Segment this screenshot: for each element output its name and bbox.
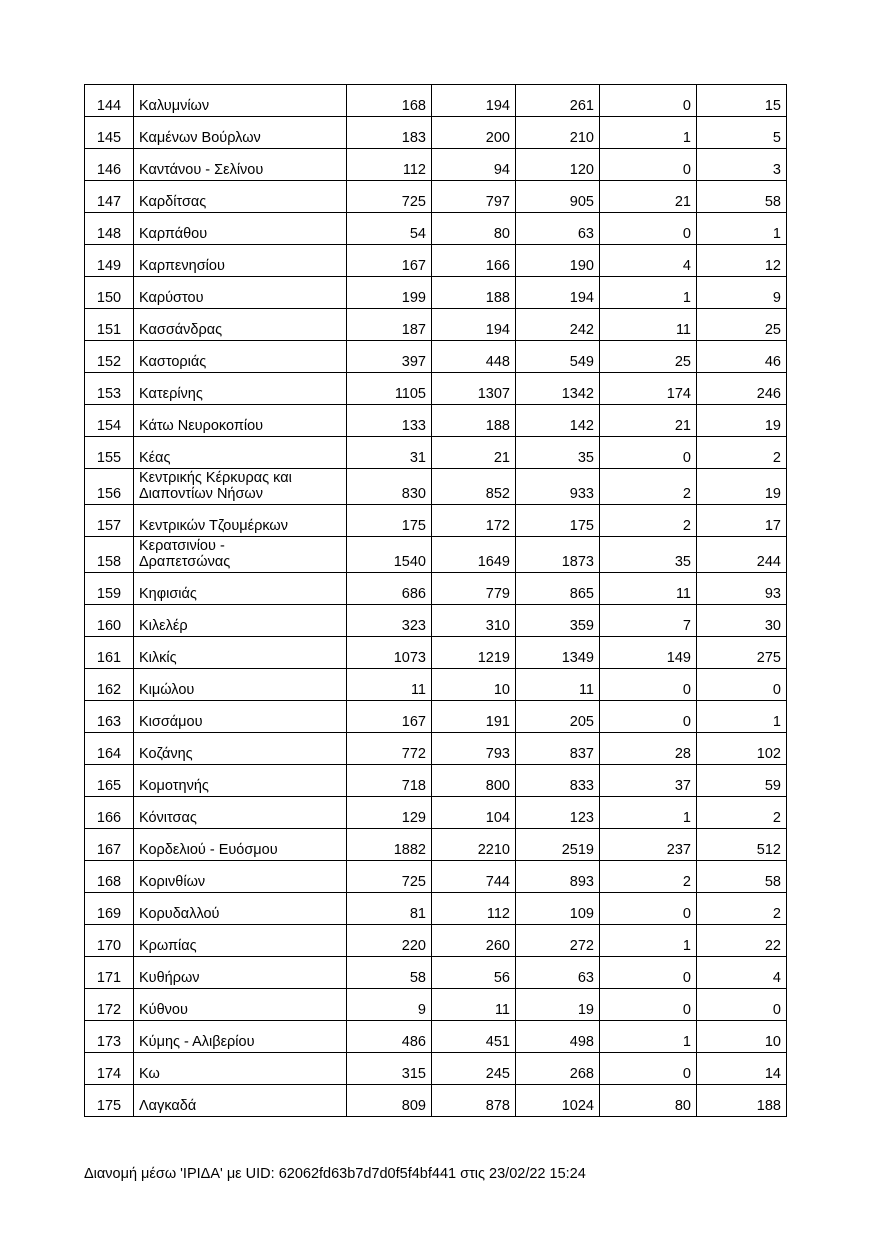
municipality-name: Κασσάνδρας: [139, 322, 223, 338]
row-number-cell: 167: [85, 829, 134, 861]
row-number-cell: 163: [85, 701, 134, 733]
municipality-name-cell: [134, 1021, 347, 1053]
value-cell-col2: 56: [432, 957, 516, 989]
value-cell-col1: 168: [347, 85, 432, 117]
row-number-cell: 171: [85, 957, 134, 989]
value-cell-col1: 167: [347, 245, 432, 277]
table-row: [85, 181, 787, 213]
table-body: [85, 85, 787, 1117]
value-cell-col1: 323: [347, 605, 432, 637]
value-cell-col2: 166: [432, 245, 516, 277]
value-cell-col2: 188: [432, 277, 516, 309]
value-cell-col4: 1: [600, 117, 697, 149]
value-cell-col1: 725: [347, 181, 432, 213]
table-row: [85, 669, 787, 701]
value-cell-col1: 1540: [347, 537, 432, 573]
value-cell-col3: 272: [516, 925, 600, 957]
value-cell-col3: 837: [516, 733, 600, 765]
value-cell-col4: 37: [600, 765, 697, 797]
row-number-cell: 170: [85, 925, 134, 957]
value-cell-col5: 1: [697, 213, 787, 245]
row-number-cell: 174: [85, 1053, 134, 1085]
value-cell-col4: 149: [600, 637, 697, 669]
value-cell-col5: 0: [697, 989, 787, 1021]
value-cell-col4: 0: [600, 989, 697, 1021]
municipality-name: Κορδελιού - Ευόσμου: [139, 842, 278, 858]
value-cell-col3: 833: [516, 765, 600, 797]
value-cell-col2: 245: [432, 1053, 516, 1085]
row-number-cell: 168: [85, 861, 134, 893]
municipality-name-cell: [134, 797, 347, 829]
value-cell-col3: 35: [516, 437, 600, 469]
municipality-name: Κιλελέρ: [139, 618, 188, 634]
table-row: [85, 373, 787, 405]
value-cell-col3: 194: [516, 277, 600, 309]
value-cell-col1: 54: [347, 213, 432, 245]
value-cell-col2: 112: [432, 893, 516, 925]
value-cell-col5: 22: [697, 925, 787, 957]
municipality-name-line1: Κερατσινίου -: [139, 538, 225, 554]
row-number-cell: 157: [85, 505, 134, 537]
row-number-cell: 160: [85, 605, 134, 637]
value-cell-col2: 793: [432, 733, 516, 765]
value-cell-col4: 21: [600, 181, 697, 213]
value-cell-col4: 0: [600, 893, 697, 925]
value-cell-col3: 549: [516, 341, 600, 373]
municipality-name-cell: [134, 925, 347, 957]
value-cell-col5: 5: [697, 117, 787, 149]
value-cell-col4: 2: [600, 861, 697, 893]
value-cell-col5: 10: [697, 1021, 787, 1053]
value-cell-col4: 11: [600, 573, 697, 605]
value-cell-col3: 142: [516, 405, 600, 437]
value-cell-col5: 25: [697, 309, 787, 341]
value-cell-col2: 200: [432, 117, 516, 149]
value-cell-col1: 1882: [347, 829, 432, 861]
value-cell-col3: 175: [516, 505, 600, 537]
value-cell-col5: 2: [697, 893, 787, 925]
table-row: [85, 537, 787, 573]
value-cell-col3: 498: [516, 1021, 600, 1053]
municipality-name-cell: [134, 85, 347, 117]
table-row: [85, 957, 787, 989]
municipality-name-cell: [134, 573, 347, 605]
table-row: [85, 637, 787, 669]
table-row: [85, 829, 787, 861]
municipality-name: Κεντρικών Τζουμέρκων: [139, 518, 288, 534]
value-cell-col5: 4: [697, 957, 787, 989]
table-row: [85, 277, 787, 309]
municipality-name: Κισσάμου: [139, 714, 203, 730]
row-number-cell: 159: [85, 573, 134, 605]
municipality-name-cell: [134, 117, 347, 149]
municipality-name: Κορυδαλλού: [139, 906, 220, 922]
row-number-cell: 173: [85, 1021, 134, 1053]
table-row: [85, 85, 787, 117]
municipality-name-cell: [134, 341, 347, 373]
municipality-name: Κω: [139, 1066, 160, 1082]
value-cell-col3: 63: [516, 957, 600, 989]
municipality-name: Κρωπίας: [139, 938, 197, 954]
value-cell-col2: 104: [432, 797, 516, 829]
value-cell-col5: 275: [697, 637, 787, 669]
value-cell-col3: 19: [516, 989, 600, 1021]
table-row: [85, 149, 787, 181]
value-cell-col1: 718: [347, 765, 432, 797]
value-cell-col3: 268: [516, 1053, 600, 1085]
municipality-name: Καρπενησίου: [139, 258, 225, 274]
value-cell-col5: 14: [697, 1053, 787, 1085]
table-row: [85, 309, 787, 341]
municipality-name: Καρπάθου: [139, 226, 208, 242]
value-cell-col4: 0: [600, 669, 697, 701]
value-cell-col4: 80: [600, 1085, 697, 1117]
municipality-name-line2: Δραπετσώνας: [139, 554, 231, 570]
municipality-name-cell: [134, 309, 347, 341]
municipality-name-cell: [134, 505, 347, 537]
value-cell-col3: 893: [516, 861, 600, 893]
value-cell-col2: 188: [432, 405, 516, 437]
value-cell-col2: 80: [432, 213, 516, 245]
municipality-name-cell: [134, 637, 347, 669]
value-cell-col5: 93: [697, 573, 787, 605]
value-cell-col2: 94: [432, 149, 516, 181]
row-number-cell: 158: [85, 537, 134, 573]
value-cell-col1: 725: [347, 861, 432, 893]
value-cell-col3: 11: [516, 669, 600, 701]
row-number-cell: 165: [85, 765, 134, 797]
value-cell-col1: 772: [347, 733, 432, 765]
municipality-name-cell: [134, 1085, 347, 1117]
municipality-name-cell: [134, 405, 347, 437]
value-cell-col5: 30: [697, 605, 787, 637]
value-cell-col5: 3: [697, 149, 787, 181]
table-row: [85, 701, 787, 733]
row-number-cell: 166: [85, 797, 134, 829]
value-cell-col5: 102: [697, 733, 787, 765]
value-cell-col5: 1: [697, 701, 787, 733]
row-number-cell: 175: [85, 1085, 134, 1117]
municipality-name-cell: [134, 701, 347, 733]
row-number-cell: 145: [85, 117, 134, 149]
value-cell-col5: 512: [697, 829, 787, 861]
value-cell-col1: 830: [347, 469, 432, 505]
value-cell-col1: 133: [347, 405, 432, 437]
value-cell-col4: 1: [600, 1021, 697, 1053]
municipality-name-cell: [134, 437, 347, 469]
value-cell-col2: 852: [432, 469, 516, 505]
value-cell-col5: 19: [697, 469, 787, 505]
table-row: [85, 437, 787, 469]
table-row: [85, 505, 787, 537]
value-cell-col3: 190: [516, 245, 600, 277]
value-cell-col1: 220: [347, 925, 432, 957]
municipality-name: Καλυμνίων: [139, 98, 210, 114]
value-cell-col2: 191: [432, 701, 516, 733]
value-cell-col5: 188: [697, 1085, 787, 1117]
value-cell-col3: 1342: [516, 373, 600, 405]
row-number-cell: 155: [85, 437, 134, 469]
row-number-cell: 151: [85, 309, 134, 341]
municipality-name: Καντάνου - Σελίνου: [139, 162, 264, 178]
value-cell-col3: 205: [516, 701, 600, 733]
municipality-name: Κηφισιάς: [139, 586, 197, 602]
row-number-cell: 144: [85, 85, 134, 117]
row-number-cell: 146: [85, 149, 134, 181]
value-cell-col3: 63: [516, 213, 600, 245]
municipality-name: Κέας: [139, 450, 171, 466]
municipality-name-line2: Διαποντίων Νήσων: [139, 486, 264, 502]
value-cell-col4: 1: [600, 277, 697, 309]
value-cell-col5: 246: [697, 373, 787, 405]
value-cell-col4: 4: [600, 245, 697, 277]
municipality-name: Καμένων Βούρλων: [139, 130, 261, 146]
value-cell-col1: 809: [347, 1085, 432, 1117]
table-row: [85, 573, 787, 605]
value-cell-col5: 58: [697, 861, 787, 893]
distribution-footer: Διανομή μέσω 'ΙΡΙΔΑ' με UID: 62062fd63b7d7d0f5f4bf441 στις 23/02/22 15:24: [84, 1166, 586, 1182]
municipality-name: Κιλκίς: [139, 650, 177, 666]
municipality-name-cell: [134, 989, 347, 1021]
row-number-cell: 148: [85, 213, 134, 245]
row-number-cell: 164: [85, 733, 134, 765]
value-cell-col3: 109: [516, 893, 600, 925]
municipality-name: Κύθνου: [139, 1002, 188, 1018]
table-row: [85, 469, 787, 505]
value-cell-col1: 1073: [347, 637, 432, 669]
value-cell-col5: 244: [697, 537, 787, 573]
municipality-name-cell: [134, 733, 347, 765]
value-cell-col2: 2210: [432, 829, 516, 861]
value-cell-col1: 1105: [347, 373, 432, 405]
municipality-name: Κορινθίων: [139, 874, 206, 890]
value-cell-col1: 315: [347, 1053, 432, 1085]
value-cell-col4: 0: [600, 701, 697, 733]
value-cell-col3: 261: [516, 85, 600, 117]
table-row: [85, 765, 787, 797]
value-cell-col3: 1873: [516, 537, 600, 573]
municipality-name-cell: [134, 181, 347, 213]
value-cell-col5: 15: [697, 85, 787, 117]
row-number-cell: 169: [85, 893, 134, 925]
value-cell-col1: 486: [347, 1021, 432, 1053]
value-cell-col4: 0: [600, 213, 697, 245]
value-cell-col2: 797: [432, 181, 516, 213]
municipality-name: Κάτω Νευροκοπίου: [139, 418, 264, 434]
table-row: [85, 861, 787, 893]
value-cell-col2: 310: [432, 605, 516, 637]
value-cell-col2: 779: [432, 573, 516, 605]
row-number-cell: 172: [85, 989, 134, 1021]
table-row: [85, 213, 787, 245]
table-row: [85, 341, 787, 373]
value-cell-col3: 210: [516, 117, 600, 149]
value-cell-col5: 2: [697, 797, 787, 829]
value-cell-col4: 0: [600, 149, 697, 181]
value-cell-col2: 172: [432, 505, 516, 537]
table-row: [85, 733, 787, 765]
row-number-cell: 147: [85, 181, 134, 213]
value-cell-col1: 81: [347, 893, 432, 925]
municipality-name-cell: [134, 893, 347, 925]
value-cell-col2: 878: [432, 1085, 516, 1117]
table-row: [85, 1085, 787, 1117]
municipality-name-cell: [134, 149, 347, 181]
value-cell-col2: 10: [432, 669, 516, 701]
value-cell-col2: 194: [432, 85, 516, 117]
value-cell-col3: 905: [516, 181, 600, 213]
table-row: [85, 893, 787, 925]
value-cell-col4: 174: [600, 373, 697, 405]
value-cell-col2: 260: [432, 925, 516, 957]
table-row: [85, 797, 787, 829]
municipality-name: Καστοριάς: [139, 354, 207, 370]
table-row: [85, 925, 787, 957]
value-cell-col3: 123: [516, 797, 600, 829]
municipality-name-cell: [134, 669, 347, 701]
value-cell-col1: 397: [347, 341, 432, 373]
value-cell-col3: 1349: [516, 637, 600, 669]
value-cell-col5: 0: [697, 669, 787, 701]
value-cell-col4: 0: [600, 85, 697, 117]
value-cell-col4: 35: [600, 537, 697, 573]
row-number-cell: 150: [85, 277, 134, 309]
table-row: [85, 605, 787, 637]
value-cell-col3: 359: [516, 605, 600, 637]
table-row: [85, 245, 787, 277]
municipality-name-cell: [134, 861, 347, 893]
municipality-name-cell: [134, 213, 347, 245]
row-number-cell: 162: [85, 669, 134, 701]
value-cell-col1: 199: [347, 277, 432, 309]
row-number-cell: 152: [85, 341, 134, 373]
value-cell-col3: 933: [516, 469, 600, 505]
municipality-name-cell: [134, 245, 347, 277]
value-cell-col1: 175: [347, 505, 432, 537]
municipality-name: Καρδίτσας: [139, 194, 207, 210]
value-cell-col2: 1307: [432, 373, 516, 405]
value-cell-col4: 25: [600, 341, 697, 373]
value-cell-col3: 2519: [516, 829, 600, 861]
municipality-name-cell: [134, 469, 347, 505]
value-cell-col2: 1219: [432, 637, 516, 669]
value-cell-col3: 1024: [516, 1085, 600, 1117]
municipality-name: Κοζάνης: [139, 746, 193, 762]
value-cell-col4: 21: [600, 405, 697, 437]
row-number-cell: 149: [85, 245, 134, 277]
municipality-name: Κύμης - Αλιβερίου: [139, 1034, 255, 1050]
table-row: [85, 117, 787, 149]
value-cell-col1: 183: [347, 117, 432, 149]
municipality-name-cell: [134, 373, 347, 405]
value-cell-col1: 129: [347, 797, 432, 829]
value-cell-col2: 448: [432, 341, 516, 373]
table-row: [85, 405, 787, 437]
municipality-name-cell: [134, 277, 347, 309]
value-cell-col5: 12: [697, 245, 787, 277]
value-cell-col2: 21: [432, 437, 516, 469]
row-number-cell: 156: [85, 469, 134, 505]
row-number-cell: 153: [85, 373, 134, 405]
municipality-name-cell: [134, 537, 347, 573]
value-cell-col4: 11: [600, 309, 697, 341]
value-cell-col3: 242: [516, 309, 600, 341]
value-cell-col3: 120: [516, 149, 600, 181]
value-cell-col5: 9: [697, 277, 787, 309]
table-row: [85, 989, 787, 1021]
value-cell-col1: 686: [347, 573, 432, 605]
municipality-name-cell: [134, 1053, 347, 1085]
municipality-name-cell: [134, 829, 347, 861]
value-cell-col2: 194: [432, 309, 516, 341]
municipality-name: Κομοτηνής: [139, 778, 209, 794]
row-number-cell: 154: [85, 405, 134, 437]
municipality-name: Κυθήρων: [139, 970, 200, 986]
table-row: [85, 1053, 787, 1085]
value-cell-col1: 31: [347, 437, 432, 469]
municipality-name: Καρύστου: [139, 290, 204, 306]
municipality-name: Κατερίνης: [139, 386, 203, 402]
value-cell-col4: 0: [600, 437, 697, 469]
value-cell-col4: 2: [600, 505, 697, 537]
table-row: [85, 1021, 787, 1053]
value-cell-col1: 167: [347, 701, 432, 733]
value-cell-col4: 1: [600, 797, 697, 829]
municipality-name: Κόνιτσας: [139, 810, 197, 826]
value-cell-col2: 11: [432, 989, 516, 1021]
value-cell-col2: 800: [432, 765, 516, 797]
value-cell-col1: 187: [347, 309, 432, 341]
value-cell-col2: 451: [432, 1021, 516, 1053]
municipality-data-table: [84, 84, 787, 1117]
value-cell-col5: 46: [697, 341, 787, 373]
value-cell-col4: 237: [600, 829, 697, 861]
municipality-name-line1: Κεντρικής Κέρκυρας και: [139, 470, 292, 486]
value-cell-col5: 19: [697, 405, 787, 437]
municipality-name-cell: [134, 605, 347, 637]
value-cell-col1: 9: [347, 989, 432, 1021]
value-cell-col4: 1: [600, 925, 697, 957]
municipality-name: Κιμώλου: [139, 682, 195, 698]
value-cell-col1: 58: [347, 957, 432, 989]
municipality-name-cell: [134, 765, 347, 797]
value-cell-col4: 0: [600, 957, 697, 989]
value-cell-col1: 11: [347, 669, 432, 701]
row-number-cell: 161: [85, 637, 134, 669]
value-cell-col4: 7: [600, 605, 697, 637]
value-cell-col3: 865: [516, 573, 600, 605]
value-cell-col5: 59: [697, 765, 787, 797]
value-cell-col2: 1649: [432, 537, 516, 573]
value-cell-col5: 17: [697, 505, 787, 537]
value-cell-col5: 2: [697, 437, 787, 469]
municipality-name: Λαγκαδά: [139, 1098, 197, 1114]
value-cell-col5: 58: [697, 181, 787, 213]
value-cell-col4: 2: [600, 469, 697, 505]
municipality-name-cell: [134, 957, 347, 989]
value-cell-col1: 112: [347, 149, 432, 181]
value-cell-col4: 0: [600, 1053, 697, 1085]
value-cell-col2: 744: [432, 861, 516, 893]
value-cell-col4: 28: [600, 733, 697, 765]
